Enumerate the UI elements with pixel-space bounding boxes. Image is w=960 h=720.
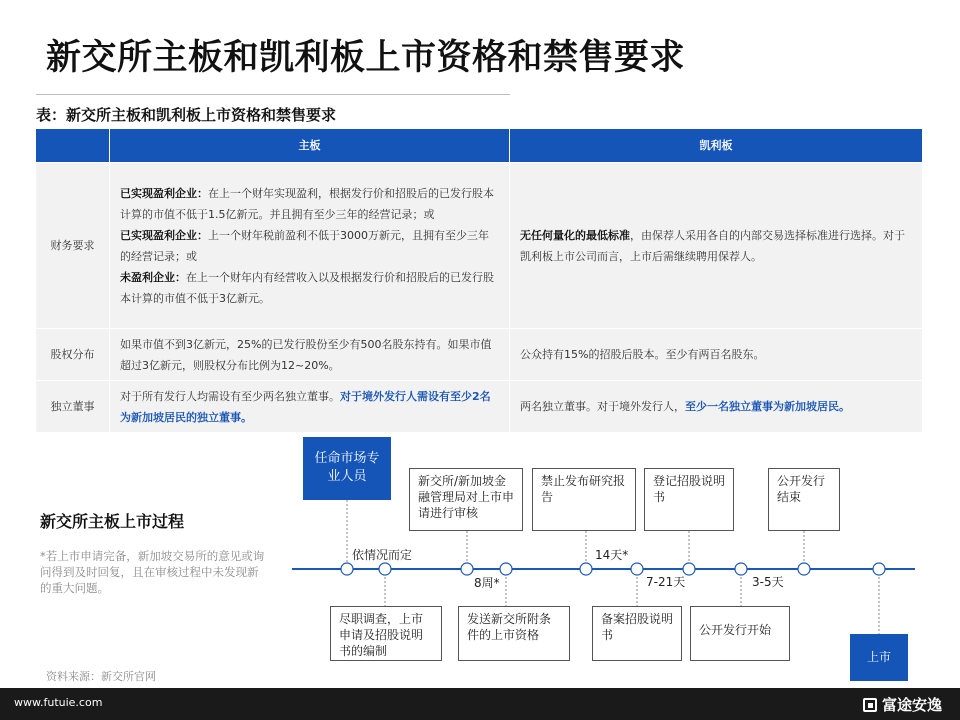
step-offer-close: 公开发行结束 <box>768 468 840 531</box>
catalist-directors-highlight: 至少一名独立董事为新加坡居民。 <box>685 400 850 413</box>
step-lodge-prospectus: 备案招股说明书 <box>592 606 682 661</box>
timeline-node <box>341 563 353 575</box>
timeline-node <box>873 563 885 575</box>
timeline-node <box>631 563 643 575</box>
main-directors-highlight: 对于境外发行人需设有至少2名为新加坡居民的独立董事。 <box>120 389 491 424</box>
timeline-node <box>461 563 473 575</box>
footer-brand <box>863 694 942 715</box>
process-title: 新交所主板上市过程 <box>40 512 185 531</box>
criterion-text: 在上一个财年内有经营收入以及根据发行价和招股后的已发行股本计算的市值不低于3亿新元。 <box>120 270 494 305</box>
brand-name: 富途安逸 <box>881 696 942 714</box>
step-due-diligence: 尽职调查，上市申请及招股说明书的编制 <box>330 606 442 661</box>
row-label-independent-directors: 独立董事 <box>36 381 110 433</box>
criterion-keyword: 已实现盈利企业： <box>120 186 208 200</box>
duration-label: 7-21天 <box>646 575 686 589</box>
step-offer-open: 公开发行开始 <box>690 606 790 661</box>
duration-label: 14天* <box>595 548 629 562</box>
step-appoint-professionals: 任命市场专业人员 <box>303 437 391 500</box>
brand-logo-icon <box>863 698 877 712</box>
row-label-financial: 财务要求 <box>36 163 110 329</box>
timeline-node <box>798 563 810 575</box>
page-title: 新交所主板和凯利板上市资格和禁售要求 <box>46 38 686 78</box>
criterion-text: 上一个财年税前盈利不低于3000万新元，且拥有至少三年的经营记录；或 <box>120 228 489 263</box>
header-catalist: 凯利板 <box>510 129 923 163</box>
duration-label: 依情况而定 <box>352 548 413 562</box>
header-main-board: 主板 <box>110 129 510 163</box>
step-sgx-mas-review: 新交所/新加坡金融管理局对上市申请进行审核 <box>409 468 523 531</box>
cell-main-shareholding: 如果市值不到3亿新元，25%的已发行股份至少有500名股东持有。如果市值超过3亿新元，则股权分布比例为12~20%。 <box>110 329 510 381</box>
footer-url[interactable]: www.futuie.com <box>14 696 103 709</box>
timeline-node <box>735 563 747 575</box>
table-caption: 表：新交所主板和凯利板上市资格和禁售要求 <box>36 106 337 124</box>
main-directors-text: 对于所有发行人均需设有至少两名独立董事。 <box>120 389 340 403</box>
catalist-directors-text: 两名独立董事。对于境外发行人， <box>520 400 685 413</box>
catalist-keyword: 无任何量化的最低标准 <box>520 228 630 242</box>
duration-label: 8周* <box>474 576 500 590</box>
process-footnote: *若上市申请完备，新加坡交易所的意见或询问得到及时回复，且在审核过程中未发现新的重大问题。 <box>40 549 265 595</box>
timeline-node <box>580 563 592 575</box>
step-research-blackout: 禁止发布研究报告 <box>532 468 636 531</box>
source-note: 资料来源：新交所官网 <box>46 670 156 683</box>
timeline-node <box>500 563 512 575</box>
footer-bar <box>0 688 960 720</box>
criterion-text: 在上一个财年实现盈利，根据发行价和招股后的已发行股本计算的市值不低于1.5亿新元。并且拥有至少三年的经营记录；或 <box>120 186 494 221</box>
step-conditional-eligibility: 发送新交所附条件的上市资格 <box>458 606 570 661</box>
duration-label: 3-5天 <box>752 575 784 589</box>
step-listing: 上市 <box>850 634 908 681</box>
criterion-keyword: 已实现盈利企业： <box>120 228 208 242</box>
step-register-prospectus: 登记招股说明书 <box>644 468 734 531</box>
catalist-text: ，由保荐人采用各自的内部交易选择标准进行选择。对于凯利板上市公司而言，上市后需继续聘用保荐人。 <box>520 228 905 263</box>
row-label-shareholding: 股权分布 <box>36 329 110 381</box>
timeline-node <box>379 563 391 575</box>
criterion-keyword: 未盈利企业： <box>120 270 186 284</box>
cell-catalist-shareholding: 公众持有15%的招股后股本。至少有两百名股东。 <box>510 329 923 381</box>
